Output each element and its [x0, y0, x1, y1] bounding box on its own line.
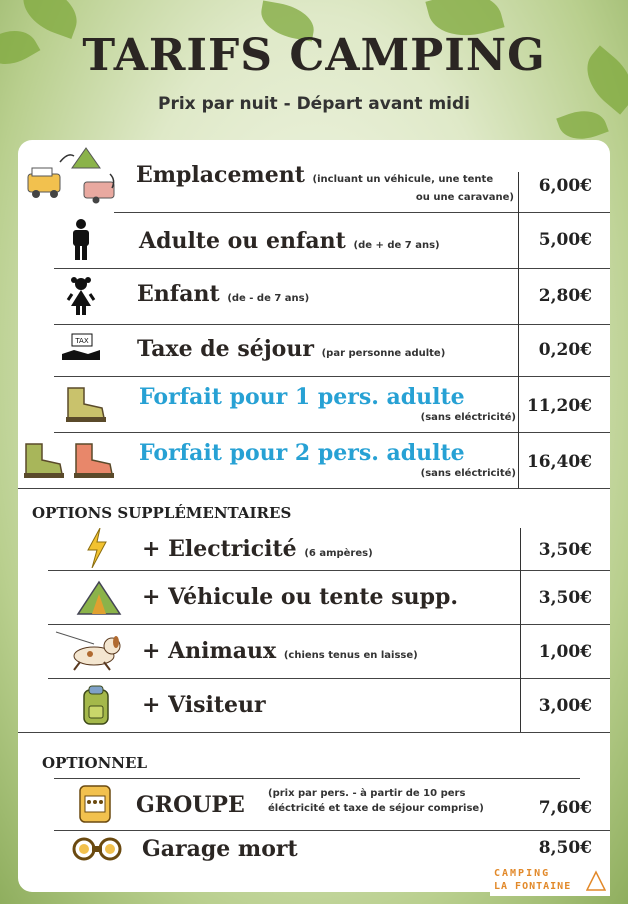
logo-tent-icon	[586, 870, 606, 892]
price-separator	[518, 268, 519, 324]
tarif-note-2: (sans eléctricité)	[420, 412, 516, 423]
optionnel-label: Garage mort	[142, 836, 298, 862]
campervan-tent-icon	[24, 144, 124, 206]
tarif-price: 2,80€	[538, 286, 592, 306]
price-separator	[518, 376, 519, 432]
options-section-title: OPTIONS SUPPLÉMENTAIRES	[32, 504, 292, 522]
optionnel-note: (prix par pers. - à partir de 10 pers	[268, 788, 466, 799]
tarif-label: Emplacement	[136, 162, 305, 188]
boot-icon	[62, 384, 108, 424]
logo-line-2: LA FONTAINE	[494, 881, 572, 892]
page-title: TARIFS CAMPING	[82, 30, 546, 81]
child-icon	[66, 276, 96, 316]
option-label: + Visiteur	[142, 692, 266, 718]
option-price: 1,00€	[538, 642, 592, 662]
tarif-note: (de + de 7 ans)	[353, 240, 440, 251]
option-label: + Véhicule ou tente supp.	[142, 584, 459, 610]
page-subtitle: Prix par nuit - Départ avant midi	[158, 94, 470, 114]
tent-icon	[76, 580, 122, 616]
adult-icon	[68, 218, 94, 262]
row-divider	[18, 488, 610, 489]
tarif-label: Forfait pour 2 pers. adulte	[139, 440, 465, 466]
price-separator	[520, 528, 521, 570]
option-note: (6 ampères)	[304, 548, 373, 559]
optionnel-row-groupe	[18, 778, 610, 830]
group-icon	[78, 784, 112, 824]
garage-icon	[72, 834, 122, 864]
tarif-price: 6,00€	[538, 176, 592, 196]
option-row-vehicule	[18, 570, 610, 624]
tarif-price: 5,00€	[538, 230, 592, 250]
tarif-label: Adulte ou enfant	[139, 228, 346, 254]
optionnel-section-title: OPTIONNEL	[42, 754, 147, 772]
price-separator	[518, 324, 519, 376]
optionnel-price: 8,50€	[538, 838, 592, 858]
tarif-row-forfait-2	[18, 432, 610, 488]
option-row-animaux	[18, 624, 610, 678]
dog-icon	[54, 628, 126, 674]
price-separator	[520, 678, 521, 732]
tarif-row-enfant	[18, 268, 610, 324]
option-note: (chiens tenus en laisse)	[283, 650, 418, 661]
tarif-price: 16,40€	[526, 452, 592, 472]
logo-line-1: CAMPING	[494, 868, 551, 879]
option-row-visiteur	[18, 678, 610, 732]
lightning-icon	[84, 528, 110, 568]
option-price: 3,50€	[538, 588, 592, 608]
camping-logo	[490, 866, 610, 896]
tarif-label: Taxe de séjour	[137, 336, 314, 362]
price-separator	[518, 432, 519, 488]
tarif-note: (de - de 7 ans)	[227, 293, 310, 304]
tarif-row-forfait-1	[18, 376, 610, 432]
tarif-row-taxe	[18, 324, 610, 376]
optionnel-price: 7,60€	[538, 798, 592, 818]
option-price: 3,50€	[538, 540, 592, 560]
optionnel-row-garage	[18, 830, 610, 870]
price-separator	[518, 172, 519, 212]
tarif-note: (par personne adulte)	[321, 348, 446, 359]
price-separator	[518, 212, 519, 268]
tarif-row-adulte	[18, 212, 610, 268]
price-separator	[520, 570, 521, 624]
tax-icon	[60, 332, 102, 366]
tarif-note-2: (sans eléctricité)	[420, 468, 516, 479]
tarif-price: 11,20€	[526, 396, 592, 416]
tarif-price: 0,20€	[538, 340, 592, 360]
tarif-row-emplacement	[18, 140, 610, 212]
option-label: + Animaux	[142, 638, 277, 664]
tarif-label: Enfant	[137, 281, 220, 307]
row-divider	[18, 732, 610, 733]
price-separator	[520, 624, 521, 678]
svg-text:TAX: TAX	[75, 337, 89, 345]
option-row-electricite	[18, 528, 610, 570]
option-label: + Electricité	[142, 536, 297, 562]
price-card	[18, 140, 610, 892]
two-boots-icon	[20, 440, 120, 480]
tarif-note-2: ou une caravane)	[415, 192, 514, 203]
tarif-label: Forfait pour 1 pers. adulte	[139, 384, 465, 410]
backpack-icon	[80, 684, 112, 726]
tarif-note: (incluant un véhicule, une tente	[312, 174, 494, 185]
optionnel-label: GROUPE	[136, 792, 245, 818]
optionnel-note-2: éléctricité et taxe de séjour comprise)	[268, 803, 484, 814]
option-price: 3,00€	[538, 696, 592, 716]
